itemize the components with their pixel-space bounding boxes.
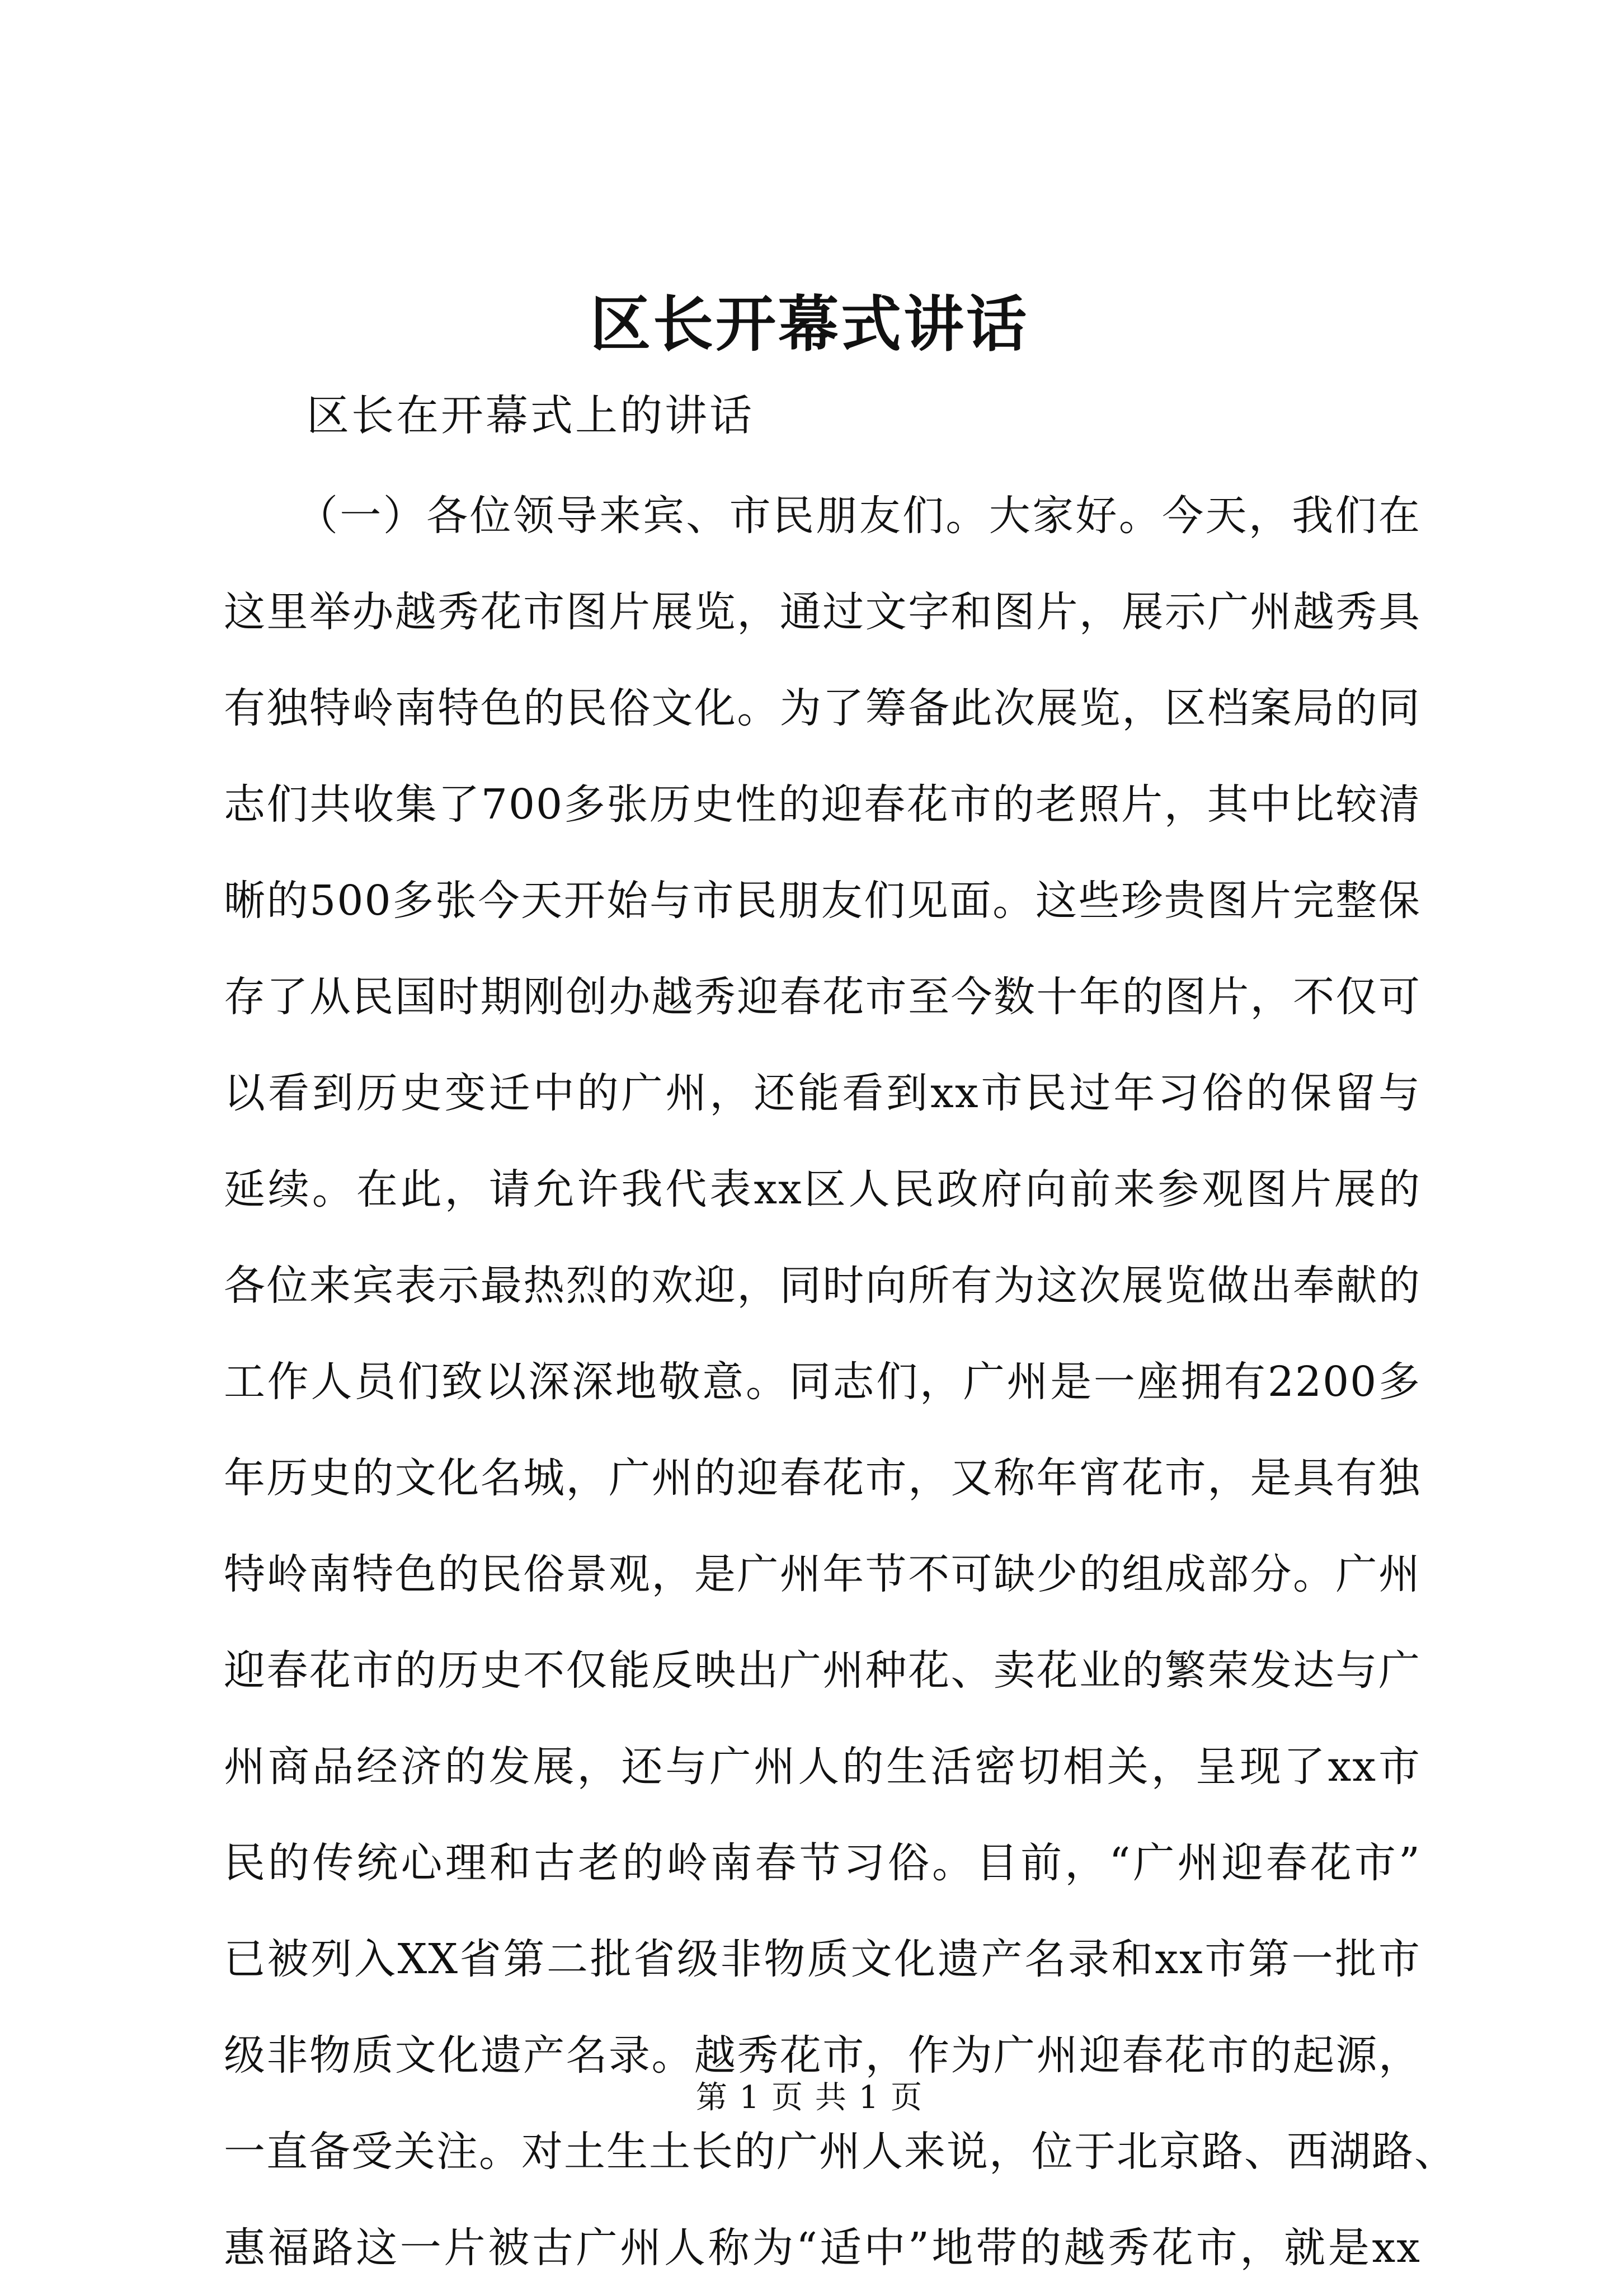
body-line: 以看到历史变迁中的广州，还能看到xx市民过年习俗的保留与 xyxy=(224,1069,1421,1117)
body-line: 年历史的文化名城，广州的迎春花市，又称年宵花市，是具有独 xyxy=(224,1454,1421,1502)
body-line: 已被列入XX省第二批省级非物质文化遗产名录和xx市第一批市 xyxy=(224,1935,1421,1983)
body-line: 级非物质文化遗产名录。越秀花市，作为广州迎春花市的起源， xyxy=(224,2031,1421,2079)
body-line: 这里举办越秀花市图片展览，通过文字和图片，展示广州越秀具 xyxy=(224,588,1421,636)
body-line: 一直备受关注。对土生土长的广州人来说，位于北京路、西湖路、 xyxy=(224,2128,1457,2176)
body-line: 工作人员们致以深深地敬意。同志们，广州是一座拥有2200多 xyxy=(224,1358,1421,1406)
body-line: 民的传统心理和古老的岭南春节习俗。目前，“广州迎春花市” xyxy=(224,1839,1421,1887)
body-line: 有独特岭南特色的民俗文化。为了筹备此次展览，区档案局的同 xyxy=(224,684,1421,732)
body-line: 州商品经济的发展，还与广州人的生活密切相关，呈现了xx市 xyxy=(224,1743,1421,1791)
page-number: 第 1 页 共 1 页 xyxy=(695,2079,924,2116)
body-line: 晰的500多张今天开始与市民朋友们见面。这些珍贵图片完整保 xyxy=(224,877,1421,925)
body-line: 延续。在此，请允许我代表xx区人民政府向前来参观图片展的 xyxy=(224,1165,1421,1213)
body-line: 特岭南特色的民俗景观，是广州年节不可缺少的组成部分。广州 xyxy=(224,1550,1421,1598)
body-line: 志们共收集了700多张历史性的迎春花市的老照片，其中比较清 xyxy=(224,780,1421,829)
document-body xyxy=(224,468,1457,2296)
body-line: 惠福路这一片被古广州人称为“适中”地带的越秀花市，就是xx xyxy=(224,2224,1421,2272)
document-title: 区长开幕式讲话 xyxy=(590,289,1029,360)
document-subtitle: 区长在开幕式上的讲话 xyxy=(307,390,754,440)
body-line: 存了从民国时期刚创办越秀迎春花市至今数十年的图片，不仅可 xyxy=(224,973,1421,1021)
body-line: 各位来宾表示最热烈的欢迎，同时向所有为这次展览做出奉献的 xyxy=(224,1262,1421,1310)
body-line: 迎春花市的历史不仅能反映出广州种花、卖花业的繁荣发达与广 xyxy=(224,1646,1421,1695)
body-line: （一）各位领导来宾、市民朋友们。大家好。今天，我们在 xyxy=(296,492,1421,540)
